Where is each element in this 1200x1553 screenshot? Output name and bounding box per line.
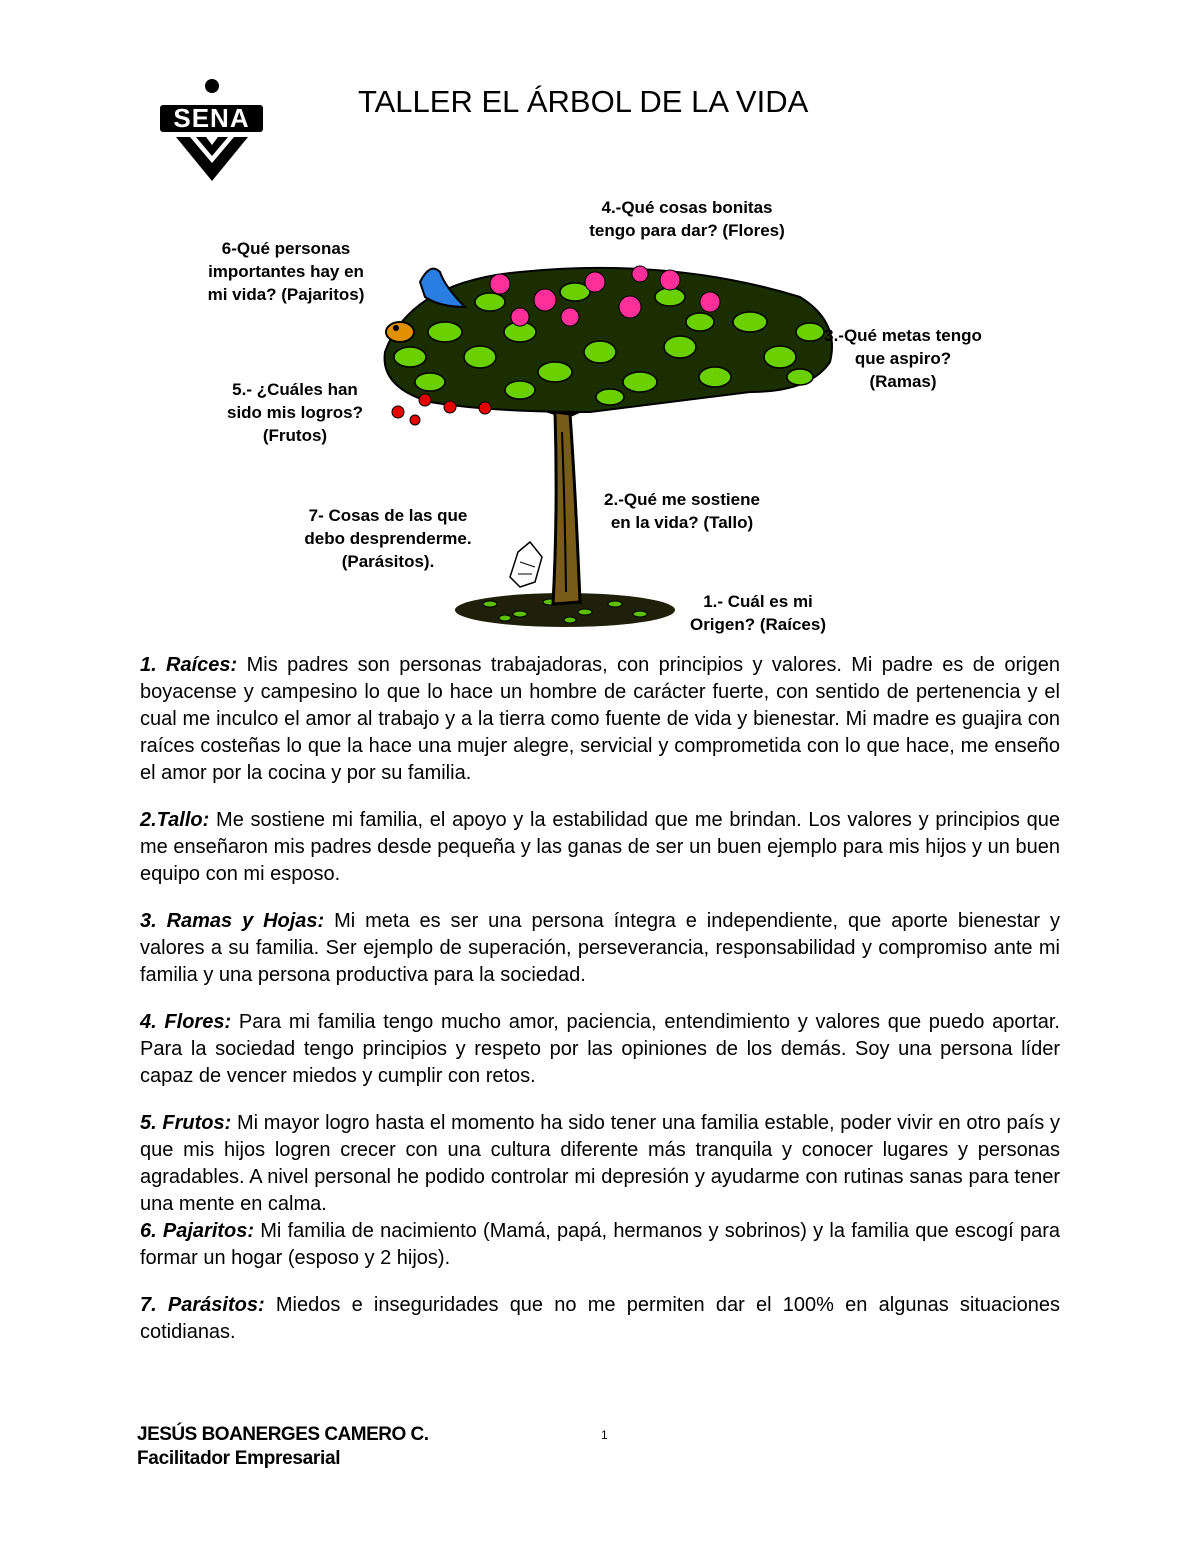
section-frutos: 5. Frutos: Mi mayor logro hasta el momento ha sido tener una familia estable, poder vivir en otro país y que mis hijos logren crecer con una cultura diferente más tranquila y conocer lugares y personas agradables. A nivel personal he podido controlar mi depresión y ayudarme con rutinas sanas para tener una mente en calma. — [140, 1112, 1061, 1215]
sena-logo — [150, 78, 275, 183]
label-parasitos: 7- Cosas de las que debo desprenderme. (Parásitos). — [304, 506, 472, 571]
section-parasitos: 7. Parásitos: Miedos e inseguridades que no me permiten dar el 100% en algunas situaciones cotidianas. — [140, 1294, 1060, 1343]
footer-author-role: Facilitador Empresarial — [137, 1448, 341, 1469]
svg-text:SENA: SENA — [173, 103, 250, 133]
tree-of-life-illustration — [370, 262, 880, 632]
label-pajaritos: 6-Qué personas importantes hay en mi vida? (Pajaritos) — [207, 239, 365, 304]
label-frutos: 5.- ¿Cuáles han sido mis logros? (Frutos) — [226, 380, 364, 445]
workshop-answers — [140, 652, 1060, 1366]
section-tallo: 2.Tallo: Me sostiene mi familia, el apoyo y la estabilidad que me brindan. Los valores y principios que me enseñaron mis padres desde pequeña y las ganas de ser un buen ejemplo para mis hijos y un buen equipo con mi esposo. — [140, 809, 1060, 885]
label-flores: 4.-Qué cosas bonitas tengo para dar? (Flores) — [589, 198, 785, 240]
section-flores: 4. Flores: Para mi familia tengo mucho amor, paciencia, entendimiento y valores que puedo aportar. Para la sociedad tengo principios y respeto por las opiniones de los demás. Soy una persona líder capaz de vencer miedos y cumplir con retos. — [140, 1011, 1060, 1087]
page-number: 1 — [601, 1428, 608, 1442]
section-ramas: 3. Ramas y Hojas: Mi meta es ser una persona íntegra e independiente, que aporte bienestar y valores a su familia. Ser ejemplo de superación, perseverancia, responsabilidad y compromiso ante mi familia y una persona productiva para la sociedad. — [140, 910, 1060, 986]
label-tallo: 2.-Qué me sostiene en la vida? (Tallo) — [604, 490, 760, 532]
label-raices: 1.- Cuál es mi Origen? (Raíces) — [689, 592, 827, 634]
label-ramas: 3.-Qué metas tengo que aspiro? (Ramas) — [824, 326, 982, 391]
section-pajaritos: 6. Pajaritos: Mi familia de nacimiento (Mamá, papá, hermanos y sobrinos) y la familia que escogí para formar un hogar (esposo y 2 hijos). — [140, 1220, 1060, 1269]
page-title: TALLER EL ÁRBOL DE LA VIDA — [358, 84, 809, 119]
footer-author-name: JESÚS BOANERGES CAMERO C. — [137, 1424, 429, 1445]
section-raices: 1. Raíces: Mis padres son personas trabajadoras, con principios y valores. Mi padre es de origen boyacense y campesino lo que lo hace un hombre de carácter fuerte, con sentido de pertenencia y el cual me inculco el amor al trabajo y a la tierra como fuente de vida y bienestar. Mi madre es guajira con raíces costeñas lo que la hace una mujer alegre, servicial y comprometida con lo que hace, me enseño el amor por la cocina y por su familia. — [140, 654, 1060, 784]
